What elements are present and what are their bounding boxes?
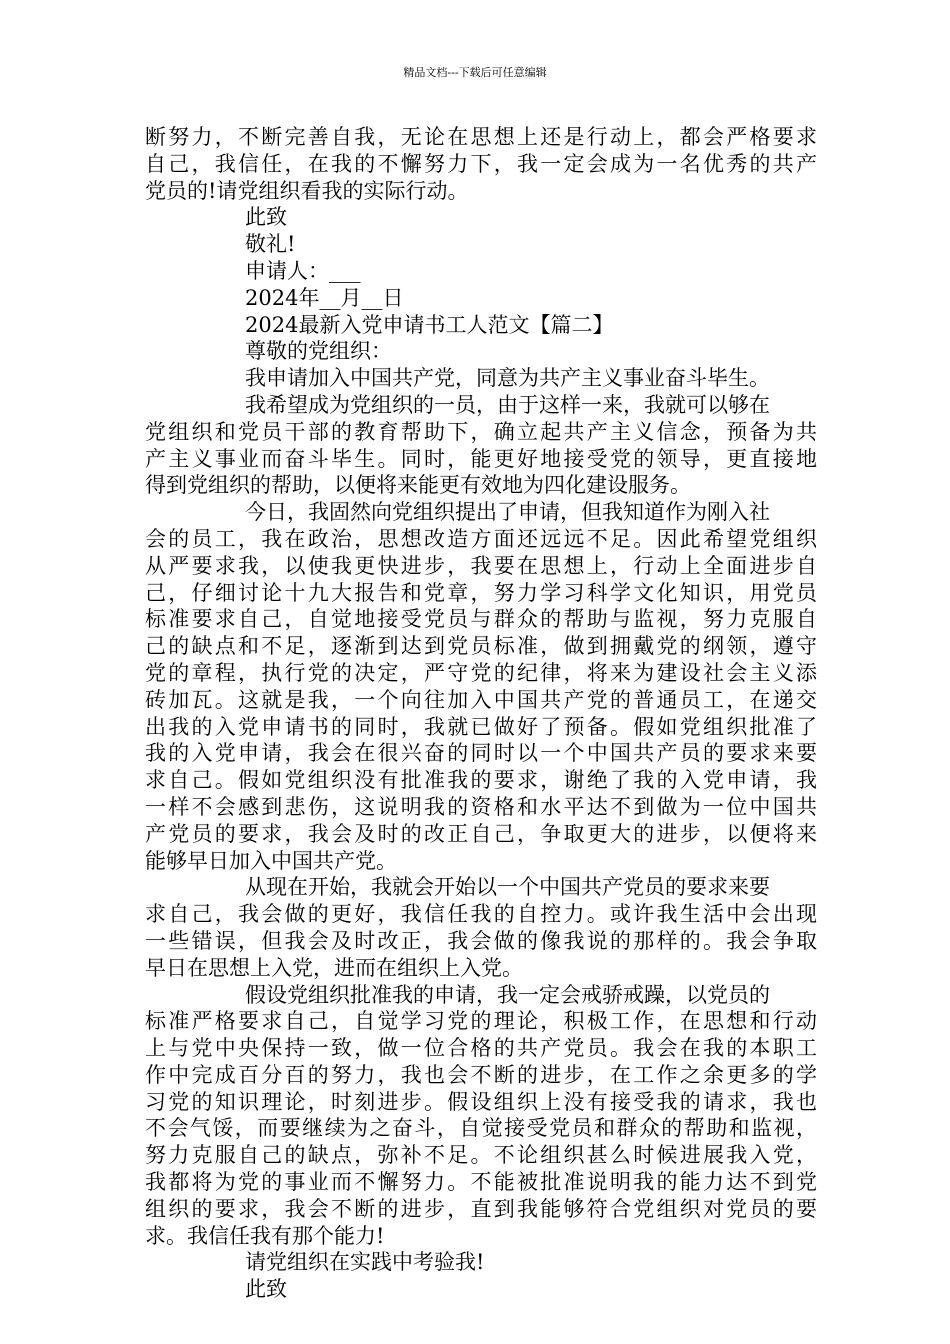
text-line: 上与党中央保持一致，做一位合格的共产党员。我会在我的本职工 [145, 1036, 817, 1061]
text-line: 请党组织在实践中考验我! [245, 1250, 485, 1275]
text-line: 组织的要求，我会不断的进步，直到我能够符合党组织对党员的要 [145, 1196, 817, 1221]
text-line: 己，仔细讨论十九大报告和党章，努力学习科学文化知识，用党员 [145, 580, 817, 605]
text-line: 我申请加入中国共产党，同意为共产主义事业奋斗毕生。 [245, 366, 770, 391]
text-line: 标准严格要求自己，自觉学习党的理论，积极工作，在思想和行动 [145, 1009, 817, 1034]
text-line: 2024年__月__日 [245, 285, 404, 310]
text-line: 从严要求我，以使我更快进步，我要在思想上，行动上全面进步自 [145, 553, 817, 578]
text-line: 努力克服自己的缺点，弥补不足。不论组织甚么时候进展我入党， [145, 1143, 817, 1168]
text-line: 产主义事业而奋斗毕生。同时，能更好地接受党的领导，更直接地 [145, 446, 817, 471]
text-line: 得到党组织的帮助，以便将来能更有效地为四化建设服务。 [145, 473, 691, 498]
text-line: 从现在开始，我就会开始以一个中国共产党员的要求来要 [245, 875, 770, 900]
text-line: 求。我信任我有那个能力! [145, 1223, 385, 1248]
text-line: 尊敬的党组织： [245, 339, 392, 364]
text-line: 能够早日加入中国共产党。 [145, 848, 397, 873]
text-line: 出我的入党申请书的同时，我就已做好了预备。假如党组织批准了 [145, 714, 817, 739]
text-line: 敬礼! [245, 232, 296, 257]
text-line: 己的缺点和不足，逐渐到达到党员标准，做到拥戴党的纲领，遵守 [145, 634, 817, 659]
text-line: 作中完成百分百的努力，我也会不断的进步，在工作之余更多的学 [145, 1062, 817, 1087]
text-line: 砖加瓦。这就是我，一个向往加入中国共产党的普通员工，在递交 [145, 687, 817, 712]
text-line: 求自己，我会做的更好，我信任我的自控力。或许我生活中会出现 [145, 902, 817, 927]
text-line: 一些错误，但我会及时改正，我会做的像我说的那样的。我会争取 [145, 928, 817, 953]
text-line: 此致 [245, 1277, 287, 1302]
text-line: 标准要求自己，自觉地接受党员与群众的帮助与监视，努力克服自 [145, 607, 817, 632]
text-line: 习党的知识理论，时刻进步。假设组织上没有接受我的请求，我也 [145, 1089, 817, 1114]
text-line: 申请人：___ [245, 258, 361, 283]
page-header: 精品文档---下载后可任意编辑 [403, 66, 547, 79]
text-line: 一样不会感到悲伤，这说明我的资格和水平达不到做为一位中国共 [145, 794, 817, 819]
text-line: 我都将为党的事业而不懈努力。不能被批准说明我的能力达不到党 [145, 1170, 817, 1195]
document-body [145, 124, 817, 1303]
text-line: 党员的!请党组织看我的实际行动。 [145, 178, 469, 203]
text-line: 自己，我信任，在我的不懈努力下，我一定会成为一名优秀的共产 [145, 151, 817, 176]
text-line: 今日，我固然向党组织提出了申请，但我知道作为刚入社 [245, 500, 770, 525]
text-line: 此致 [245, 205, 287, 230]
text-line: 我的入党申请，我会在很兴奋的同时以一个中国共产员的要求来要 [145, 741, 817, 766]
text-line: 产党员的要求，我会及时的改正自己，争取更大的进步，以便将来 [145, 821, 817, 846]
text-line: 求自己。假如党组织没有批准我的要求，谢绝了我的入党申请，我 [145, 768, 817, 793]
text-line: 我希望成为党组织的一员，由于这样一来，我就可以够在 [245, 392, 770, 417]
text-line: 早日在思想上入党，进而在组织上入党。 [145, 955, 523, 980]
text-line: 会的员工，我在政治，思想改造方面还远远不足。因此希望党组织 [145, 526, 817, 551]
text-line: 不会气馁，而要继续为之奋斗，自觉接受党员和群众的帮助和监视， [145, 1116, 817, 1141]
text-line: 断努力，不断完善自我，无论在思想上还是行动上，都会严格要求 [145, 125, 817, 149]
text-line: 2024最新入党申请书工人范文【篇二】 [245, 312, 614, 337]
text-line: 党组织和党员干部的教育帮助下，确立起共产主义信念，预备为共 [145, 419, 817, 444]
text-line: 假设党组织批准我的申请，我一定会戒骄戒躁，以党员的 [245, 982, 770, 1007]
text-line: 党的章程，执行党的决定，严守党的纪律，将来为建设社会主义添 [145, 660, 817, 685]
